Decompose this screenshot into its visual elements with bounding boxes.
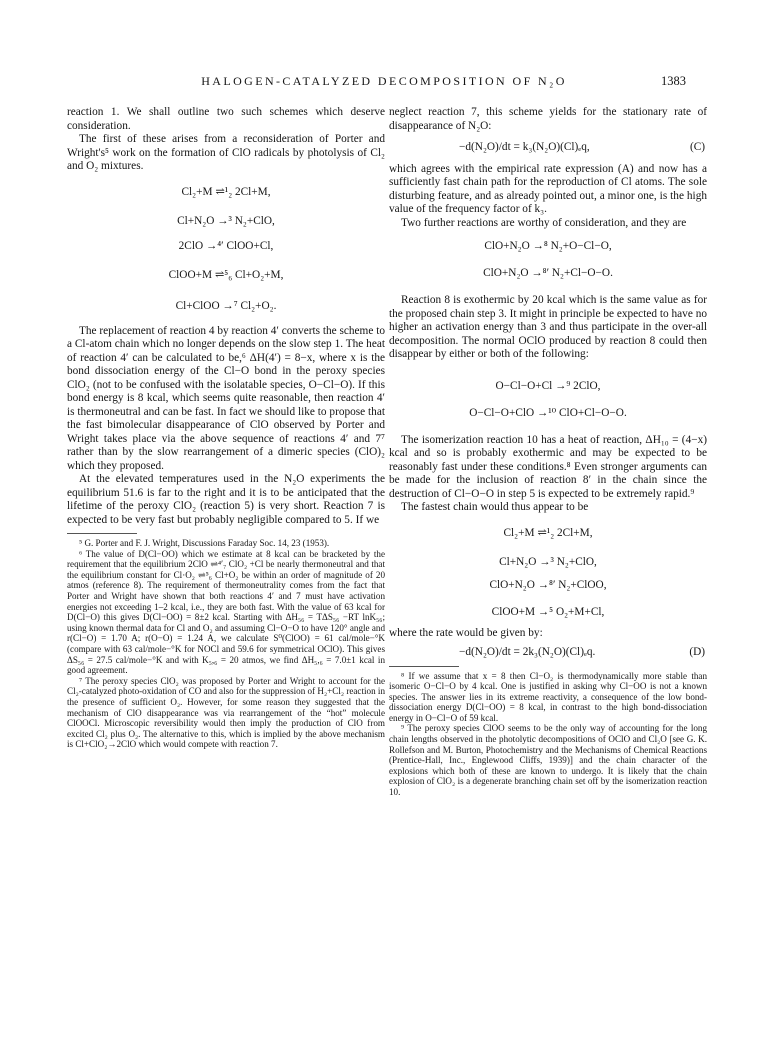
paragraph: Two further reactions are worthy of consideration, and they are — [401, 216, 687, 229]
equation-8prime: ClO+N₂O →⁸′ N₂+Cl−O−O. — [483, 267, 613, 279]
equation-10: O−Cl−O+ClO →¹⁰ ClO+Cl−O−O. — [469, 406, 627, 419]
paragraph: neglect reaction 7, this scheme yields for the stationary rate of disappearance of N₂O: — [389, 106, 707, 132]
footnote-5: ⁵ G. Porter and F. J. Wright, Discussions Faraday Soc. 14, 23 (1953). — [79, 538, 330, 548]
equation-1: Cl₂+M ⇌¹₂ 2Cl+M, — [181, 185, 271, 198]
chain-equation-1: Cl₂+M ⇌¹₂ 2Cl+M, — [503, 526, 593, 539]
footnote-9: ⁹ The peroxy species ClOO seems to be the only way of accounting for the long chain lengths observed in the photolytic decompositions of OClO and Cl₂O [see G. K. Rollefson and M. Burton, Photochemistry and the Mechanisms of Chemical Reactions (Prentice-Hall, Inc., Englewood Cliffs, 1939)] and the chain character of the explosions which both of these are known to undergo. It is likely that the chain explosion of ClO₂ is a degenerate branching chain set off by the isomerization reaction 10. — [389, 723, 707, 798]
equation-9: O−Cl−O+Cl →⁹ 2ClO, — [495, 379, 601, 392]
footnote-rule — [67, 533, 137, 534]
equation-d-body: −d(N₂O)/dt = 2k₃(N₂O)(Cl)ₑq. — [459, 646, 596, 658]
running-header — [0, 74, 768, 92]
paragraph: The fastest chain would thus appear to be — [401, 501, 589, 513]
equation-4prime: 2ClO →⁴′ ClOO+Cl, — [178, 239, 274, 252]
paragraph: At the elevated temperatures used in the N₂O experiments the equilibrium 51.6 is far to the right and it is to be anticipated that the lifetime of the peroxy ClO₂ (reaction 5) is very short. Reaction 7 is expected to be very fast but probably negligible compared to 5. If we — [67, 473, 385, 526]
paragraph: Reaction 8 is exothermic by 20 kcal which is the same value as for the proposed chain step 3. It might in principle be expected to have no higher an activation energy than 3 and thus participate in the over-all decomposition. The normal OClO produced by reaction 8 could then disappear by either or both of the following: — [389, 294, 707, 360]
equation-c — [389, 141, 707, 155]
footnote-7: ⁷ The peroxy species ClO₂ was proposed by Porter and Wright to account for the Cl₂-catalyzed photo-oxidation of CO and also for the suppression of H₂+Cl₂ reaction in the presence of sufficient O₂. However, for some reason they suggested that the mechanism of ClO disappearance was via rearrangement of the “hot” molecule ClOOCl. Microscopic reversibility would then imply the production of ClO from excited Cl₂ plus O₂. The alternative to this, which is implied by the above mechanism is Cl+ClO₂→2ClO which would compete with reaction 7. — [67, 675, 385, 750]
equation-5: ClOO+M ⇌⁵₆ Cl+O₂+M, — [168, 268, 284, 281]
paragraph: The first of these arises from a reconsideration of Porter and Wright's⁵ work on the formation of ClO radicals by photolysis of Cl₂ and O₂ mixtures. — [67, 133, 385, 172]
footnote-6: ⁶ The value of D(Cl−OO) which we estimate at 8 kcal can be bracketed by the requirement that the equilibrium 2ClO ⇌⁴′₇ ClO₂ +Cl be nearly thermoneutral and that the equilibrium constant for Cl·O₂ ⇌⁵₆ Cl+O₂ be within an order of magnitude of 20 atmos (reference 8). The requirement of thermoneutrality comes from the fact that Porter and Wright have shown that both reactions 4′ and 7 must have activation energies not exceeding 1–2 kcal, i.e., they are both fast. With the value of 63 kcal for D(Cl−O) this gives D(Cl−OO) = 8±2 kcal. Starting with ΔH₅₆ = TΔS₅₆ −RT lnK₅₆; using known thermal data for Cl and O₂ and assuming Cl−O−O to have 120° angle and r(Cl−O) = 1.70 A; r(O−O) = 1.24 A, we calculate S⁰(ClOO) = 61 cal/mole−°K (compare with 63 cal/mole−°K for NOCl and 59.6 for symmetrical OClO). This gives ΔS₅₆ = 27.5 cal/mole−°K and with K₅,₆ = 20 atmos, we find ΔH₅,₆ = 7.0±1 kcal in good agreement. — [67, 548, 385, 676]
paragraph: where the rate would be given by: — [389, 626, 543, 639]
equation-d-label: (D) — [689, 646, 705, 658]
equation-7: Cl+ClOO →⁷ Cl₂+O₂. — [175, 299, 277, 312]
equation-3: Cl+N₂O →³ N₂+ClO, — [177, 214, 275, 227]
equation-c-label: (C) — [689, 141, 705, 153]
footnotes-right — [389, 671, 707, 798]
right-column — [389, 106, 707, 798]
running-title: HALOGEN-CATALYZED DECOMPOSITION OF N₂O — [201, 74, 567, 88]
chain-equation-3: Cl+N₂O →³ N₂+ClO, — [499, 555, 597, 568]
chain-equation-8prime: ClO+N₂O →⁸′ N₂+ClOO, — [489, 578, 607, 591]
equation-8: ClO+N₂O →⁸ N₂+O−Cl−O, — [484, 240, 612, 252]
paragraph: The isomerization reaction 10 has a heat of reaction, ΔH₁₀ = (4−x) kcal and so is probably exothermic and may be expected to be reasonably fast under these conditions.⁸ Even stronger arguments can be made for the inclusion of reaction 8′ in the chain since the destruction of Cl−O−O in step 5 is expected to be extremely rapid.⁹ — [389, 433, 707, 500]
paragraph: reaction 1. We shall outline two such schemes which deserve consideration. — [67, 106, 385, 132]
footnote-rule — [389, 666, 459, 667]
paragraph: The replacement of reaction 4 by reaction 4′ converts the scheme to a Cl-atom chain which no longer depends on the slow step 1. The heat of reaction 4′ can be calculated to be,⁶ ΔH(4′) = 8−x, where x is the bond dissociation energy of the Cl−O bond in the peroxy species ClO₂ (not to be confused with the isolatable species, O−Cl−O). If this bond energy is 8 kcal, which seems quite reasonable, then reaction 4′ is thermoneutral and can be fast. In fact we should like to propose that the fast bimolecular disappearance of ClO observed by Porter and Wright takes place via the above sequence of reactions 4′ and 7⁷ rather than by the slow rearrangement of a dimeric species (ClO)₂ which they proposed. — [67, 324, 385, 472]
footnotes-left — [67, 538, 385, 750]
equation-d — [389, 646, 707, 660]
page-number: 1383 — [661, 74, 686, 88]
equation-c-body: −d(N₂O)/dt = k₃(N₂O)(Cl)ₑq, — [459, 141, 590, 153]
chain-equation-5: ClOO+M →⁵ O₂+M+Cl, — [491, 605, 605, 618]
left-column — [67, 106, 385, 750]
footnote-8: ⁸ If we assume that x = 8 then Cl−O₂ is thermodynamically more stable than isomeric O−Cl−O by 4 kcal. One is justified in asking why Cl−OO is not a known species. The answer lies in its extreme reactivity, a consequence of the low bond-dissociation energy D(Cl−OO) = 8 kcal, in contrast to the high bond-dissociation energy in O−Cl−O of 59 kcal. — [389, 670, 707, 723]
paragraph: which agrees with the empirical rate expression (A) and now has a sufficiently fast chain path for the reproduction of Cl atoms. The sole disturbing feature, and as already pointed out, a minor one, is the high value of the frequency factor of k₃. — [389, 162, 707, 215]
